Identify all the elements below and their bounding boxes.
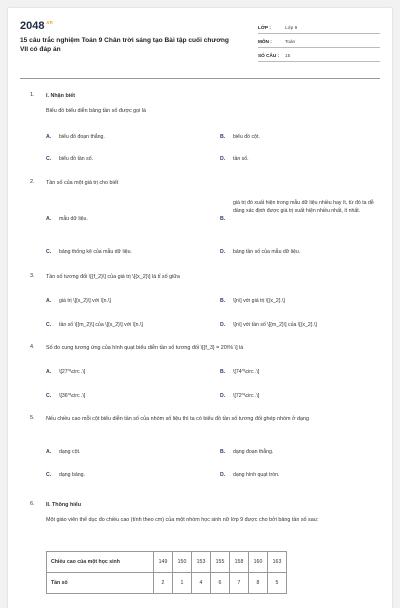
logo-suffix: .vn (45, 20, 53, 26)
option-text: \[72^\circ .\] (233, 393, 260, 399)
option-text: dạng đoạn thẳng. (233, 449, 274, 455)
site-logo[interactable] (20, 20, 53, 32)
table-cell: 4 (192, 573, 211, 594)
option-letter: C. (46, 156, 52, 162)
option-letter: A. (46, 449, 52, 455)
option-letter: C. (46, 393, 52, 399)
question-number: 4. (30, 344, 35, 350)
option-text: \[74^\circ .\] (233, 369, 260, 375)
option-text: mẫu dữ liệu. (59, 216, 88, 222)
question-text: Nếu chiều cao mỗi cột biểu diễn tần số của nhóm số liệu thì ta có biểu đồ tần số tương đối ghép nhóm ở dạng (46, 416, 310, 422)
question-stem (46, 92, 380, 115)
option-letter: D. (220, 393, 226, 399)
option-letter: C. (46, 472, 52, 478)
question-text: Số đo cung tương ứng của hình quạt biểu diễn tần số tương đối \[{f_3} = 20\% \] là (46, 345, 244, 351)
option-text: tần số \[{m_2}\] của \[{x_2}\] với \[n.\] (59, 322, 143, 328)
option-text: biểu đồ cột. (233, 134, 260, 140)
frequency-table (46, 551, 287, 594)
option-text: dạng cột. (59, 449, 81, 455)
option-letter: B. (220, 369, 226, 375)
option-letter: A. (46, 134, 52, 140)
meta-row-count (258, 50, 380, 62)
document-header (20, 18, 380, 74)
section-title: II. Thông hiểu (46, 502, 82, 508)
option-letter: C. (46, 249, 52, 255)
option-text: \[n\] với giá trị \[{x_2}.\] (233, 298, 285, 304)
table-cell: 8 (249, 573, 268, 594)
option-letter: B. (220, 298, 226, 304)
option-letter: D. (220, 322, 226, 328)
meta-info (258, 22, 380, 64)
option-text: \[36^\circ .\] (59, 393, 86, 399)
option-letter: A. (46, 369, 52, 375)
table-header-cell: Chiều cao của một học sinh (47, 552, 154, 573)
question-text: Biểu đồ biểu diễn bảng tần số được gọi là (46, 108, 147, 114)
option-letter: D. (220, 156, 226, 162)
table-cell: 5 (268, 573, 287, 594)
option-text: tần số. (233, 156, 249, 162)
option-letter: B. (220, 449, 226, 455)
table-cell: 1 (173, 573, 192, 594)
option-text: giá trị đó xuất hiện trong mẫu dữ liệu nhiều hay ít, từ đó ta dễ dàng xác định được giá trị xuất hiện nhiều nhất, ít nhất. (233, 200, 374, 214)
option-text: biểu đồ đoạn thẳng. (59, 134, 105, 140)
table-cell: 160 (249, 552, 268, 573)
meta-value: Lớp 9 (285, 25, 298, 30)
table-cell: 6 (211, 573, 230, 594)
table-row (47, 573, 287, 594)
option-text: biểu đồ tần số. (59, 156, 94, 162)
logo-text: 2048 (20, 20, 45, 32)
option-letter: D. (220, 249, 226, 255)
table-row (47, 552, 287, 573)
meta-label: MÔN : (258, 39, 272, 44)
table-cell: 150 (173, 552, 192, 573)
header-divider (20, 78, 380, 79)
option-letter: B. (220, 216, 226, 222)
option-text: dạng hình quạt tròn. (233, 472, 280, 478)
question-number: 3. (30, 273, 35, 279)
meta-row-subject (258, 36, 380, 48)
option-letter: B. (220, 134, 226, 140)
option-text: dạng bảng. (59, 472, 85, 478)
section-title: I. Nhận biết (46, 93, 76, 99)
table-cell: 153 (192, 552, 211, 573)
meta-value: 15 (285, 53, 291, 58)
option-letter: C. (46, 322, 52, 328)
table-cell: 155 (211, 552, 230, 573)
table-cell: 149 (154, 552, 173, 573)
question-text: Một giáo viên thể dục đo chiều cao (tính theo cm) của một nhóm học sinh nữ lớp 9 được cho bởi bảng tần số sau: (46, 517, 319, 523)
document-title: 15 câu trắc nghiệm Toán 9 Chân trời sáng tạo Bài tập cuối chương VII có đáp án (20, 37, 229, 53)
question-number: 1. (30, 92, 35, 98)
meta-row-class (258, 22, 380, 34)
question-text: Tần số của một giá trị cho biết (46, 180, 119, 186)
table-cell: 163 (268, 552, 287, 573)
question-stem (46, 501, 380, 524)
question-number: 2. (30, 179, 35, 185)
question-number: 5. (30, 415, 35, 421)
table-header-cell: Tần số (47, 573, 154, 594)
table-cell: 2 (154, 573, 173, 594)
question-text: Tần số tương đối \[{f_2}\] của giá trị \[{x_2}\] là tỉ số giữa (46, 274, 180, 280)
option-text: giá trị \[{x_2}\] với \[n.\] (59, 298, 111, 304)
meta-label: LỚP : (258, 25, 271, 30)
table-cell: 7 (230, 573, 249, 594)
option-text: bảng tần số của mẫu dữ liệu. (233, 249, 301, 255)
option-letter: A. (46, 216, 52, 222)
table-cell: 158 (230, 552, 249, 573)
option-text: \[n\] với tần số \[{m_2}\] của \[{x_2}.\] (233, 322, 317, 328)
option-letter: A. (46, 298, 52, 304)
option-letter: D. (220, 472, 226, 478)
meta-value: Toán (285, 39, 296, 44)
question-number: 6. (30, 501, 35, 507)
document-page (8, 8, 392, 608)
meta-label: SỐ CÂU : (258, 53, 280, 58)
option-text: \[27^\circ .\] (59, 369, 86, 375)
option-text: bảng thống kê của mẫu dữ liệu. (59, 249, 132, 255)
